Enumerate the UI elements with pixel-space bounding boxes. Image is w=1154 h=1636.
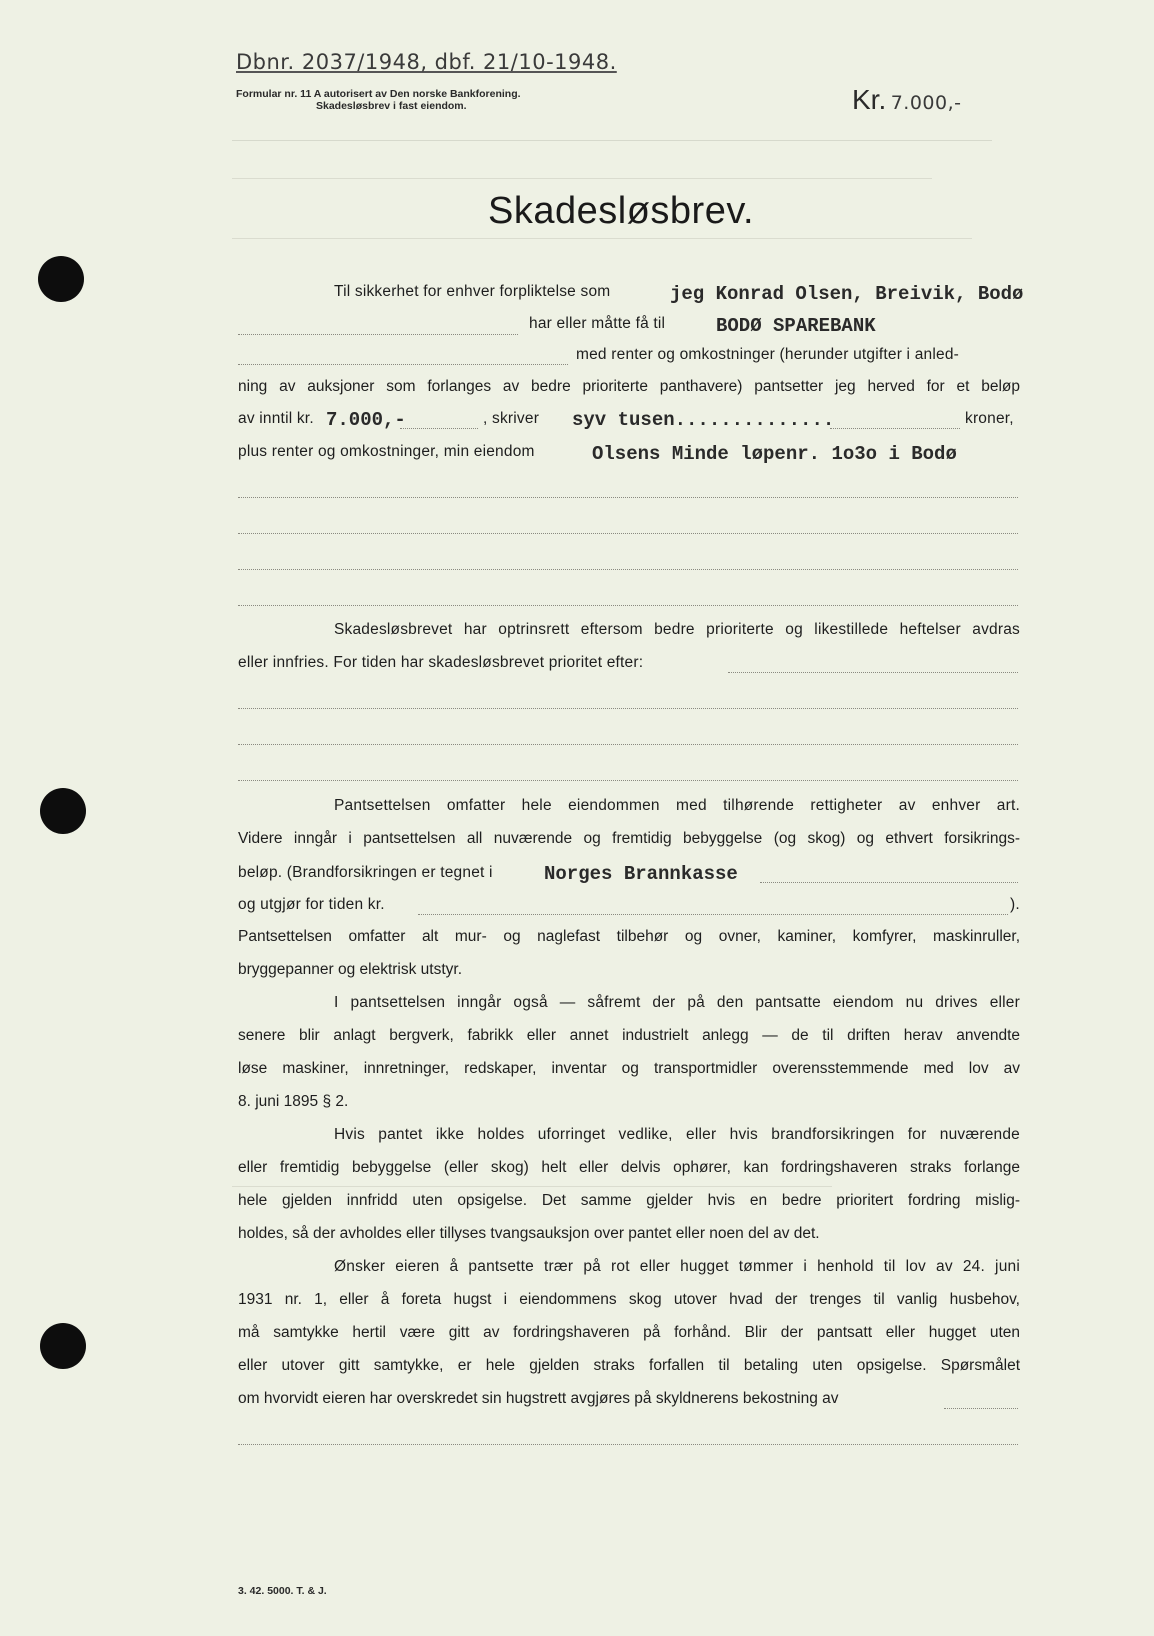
p5-line4: holdes, så der avholdes eller tillyses tvangsauksjon over pantet eller noen del av det. bbox=[238, 1225, 820, 1242]
registration-number: Dbnr. 2037/1948, dbf. 21/10-1948. bbox=[236, 50, 617, 74]
p5-line1: Hvis pantet ikke holdes uforringet vedlike, eller hvis brandforsikringen for nuværende bbox=[334, 1126, 1020, 1143]
p4-line2: senere blir anlagt bergverk, fabrikk eller annet industrielt anlegg — de til driften herav anvendte bbox=[238, 1027, 1020, 1044]
p6-line4: eller utover gitt samtykke, er hele gjelden straks forfallen til betaling uten opsigelse. Spørsmålet bbox=[238, 1357, 1020, 1374]
form-info-line2: Skadesløsbrev i fast eiendom. bbox=[316, 100, 467, 112]
property-description: Olsens Minde løpenr. 1o3o i Bodø bbox=[592, 443, 957, 465]
fill-line bbox=[238, 334, 518, 335]
p4-line1: I pantsettelsen inngår også — såfremt der på den pantsatte eiendom nu drives eller bbox=[334, 994, 1020, 1011]
pledge-amount: 7.000,- bbox=[326, 409, 406, 431]
document-title: Skadesløsbrev. bbox=[488, 190, 755, 232]
p1-line5-label: av inntil kr. bbox=[238, 410, 314, 427]
p4-line3: løse maskiner, innretninger, redskaper, inventar og transportmidler overensstemmende med lov av bbox=[238, 1060, 1020, 1077]
fill-line bbox=[760, 882, 1018, 883]
amount-value: 7.000,- bbox=[890, 92, 962, 114]
printer-mark: 3. 42. 5000. T. & J. bbox=[238, 1585, 327, 1597]
fill-line bbox=[238, 744, 1018, 745]
p2-line2: eller innfries. For tiden har skadesløsbrevet prioritet efter: bbox=[238, 654, 644, 671]
fill-line bbox=[830, 428, 960, 429]
p6-line5: om hvorvidt eieren har overskredet sin hugstrett avgjøres på skyldnerens bekostning av bbox=[238, 1390, 839, 1407]
fill-line bbox=[238, 533, 1018, 534]
fill-line bbox=[238, 605, 1018, 606]
p3-line1: Pantsettelsen omfatter hele eiendommen med tilhørende rettigheter av enhver art. bbox=[334, 797, 1020, 814]
fill-line bbox=[400, 428, 478, 429]
p1-line5-kroner: kroner, bbox=[965, 410, 1014, 427]
p2-line1: Skadesløsbrevet har optrinsrett eftersom bedre prioriterte og likestillede heftelser avdras bbox=[334, 621, 1020, 638]
p3-line2: Videre inngår i pantsettelsen all nuværende og fremtidig bebyggelse (og skog) og ethvert forsikrings- bbox=[238, 830, 1020, 847]
amount-in-words: syv tusen.............. bbox=[572, 409, 835, 431]
form-info-line1: Formular nr. 11 A autorisert av Den norske Bankforening. bbox=[236, 88, 521, 100]
p1-line6-label: plus renter og omkostninger, min eiendom bbox=[238, 443, 535, 460]
fill-line bbox=[238, 569, 1018, 570]
p3-line5: Pantsettelsen omfatter alt mur- og naglefast tilbehør og ovner, kaminer, komfyrer, maskinruller, bbox=[238, 928, 1020, 945]
p6-line3: må samtykke hertil være gitt av fordringshaveren på forhånd. Blir der pantsatt eller hugget uten bbox=[238, 1324, 1020, 1341]
punch-hole-bottom bbox=[40, 1323, 86, 1369]
p1-line2-label: har eller måtte få til bbox=[529, 315, 666, 332]
amount-header bbox=[852, 84, 961, 116]
p1-line5-skriver: , skriver bbox=[483, 410, 540, 427]
p6-line1: Ønsker eieren å pantsette trær på rot eller hugget tømmer i henhold til lov av 24. juni bbox=[334, 1258, 1020, 1275]
punch-hole-top bbox=[38, 256, 84, 302]
p6-line2: 1931 nr. 1, eller å foreta hugst i eiendommens skog utover hvad der trenges til vanlig husbehov, bbox=[238, 1291, 1020, 1308]
p3-line4-end: ). bbox=[1010, 896, 1020, 913]
fill-line bbox=[238, 1444, 1018, 1445]
punch-hole-middle bbox=[40, 788, 86, 834]
amount-prefix: Kr. bbox=[852, 84, 887, 115]
p1-line1-label: Til sikkerhet for enhver forpliktelse som bbox=[334, 283, 611, 300]
p1-line3: med renter og omkostninger (herunder utgifter i anled- bbox=[576, 346, 959, 363]
pledger-name: jeg Konrad Olsen, Breivik, Bodø bbox=[670, 283, 1024, 305]
fill-line bbox=[238, 497, 1018, 498]
p4-line4: 8. juni 1895 § 2. bbox=[238, 1093, 349, 1110]
fill-line bbox=[418, 914, 1008, 915]
p3-line3-label: beløp. (Brandforsikringen er tegnet i bbox=[238, 864, 493, 881]
fill-line bbox=[944, 1408, 1018, 1409]
creditor-bank: BODØ SPAREBANK bbox=[716, 315, 876, 337]
p3-line4-label: og utgjør for tiden kr. bbox=[238, 896, 385, 913]
p1-line4: ning av auksjoner som forlanges av bedre prioriterte panthavere) pantsetter jeg herved for et beløp bbox=[238, 378, 1020, 395]
p3-line6: bryggepanner og elektrisk utstyr. bbox=[238, 961, 463, 978]
fill-line bbox=[238, 708, 1018, 709]
fill-line bbox=[238, 364, 568, 365]
form-info bbox=[236, 88, 521, 112]
fill-line bbox=[728, 672, 1018, 673]
p5-line2: eller fremtidig bebyggelse (eller skog) helt eller delvis ophører, kan fordringshaveren straks forlange bbox=[238, 1159, 1020, 1176]
insurance-company: Norges Brannkasse bbox=[544, 863, 738, 885]
p5-line3: hele gjelden innfridd uten opsigelse. Det samme gjelder hvis en bedre prioritert fordring mislig- bbox=[238, 1192, 1020, 1209]
fill-line bbox=[238, 780, 1018, 781]
